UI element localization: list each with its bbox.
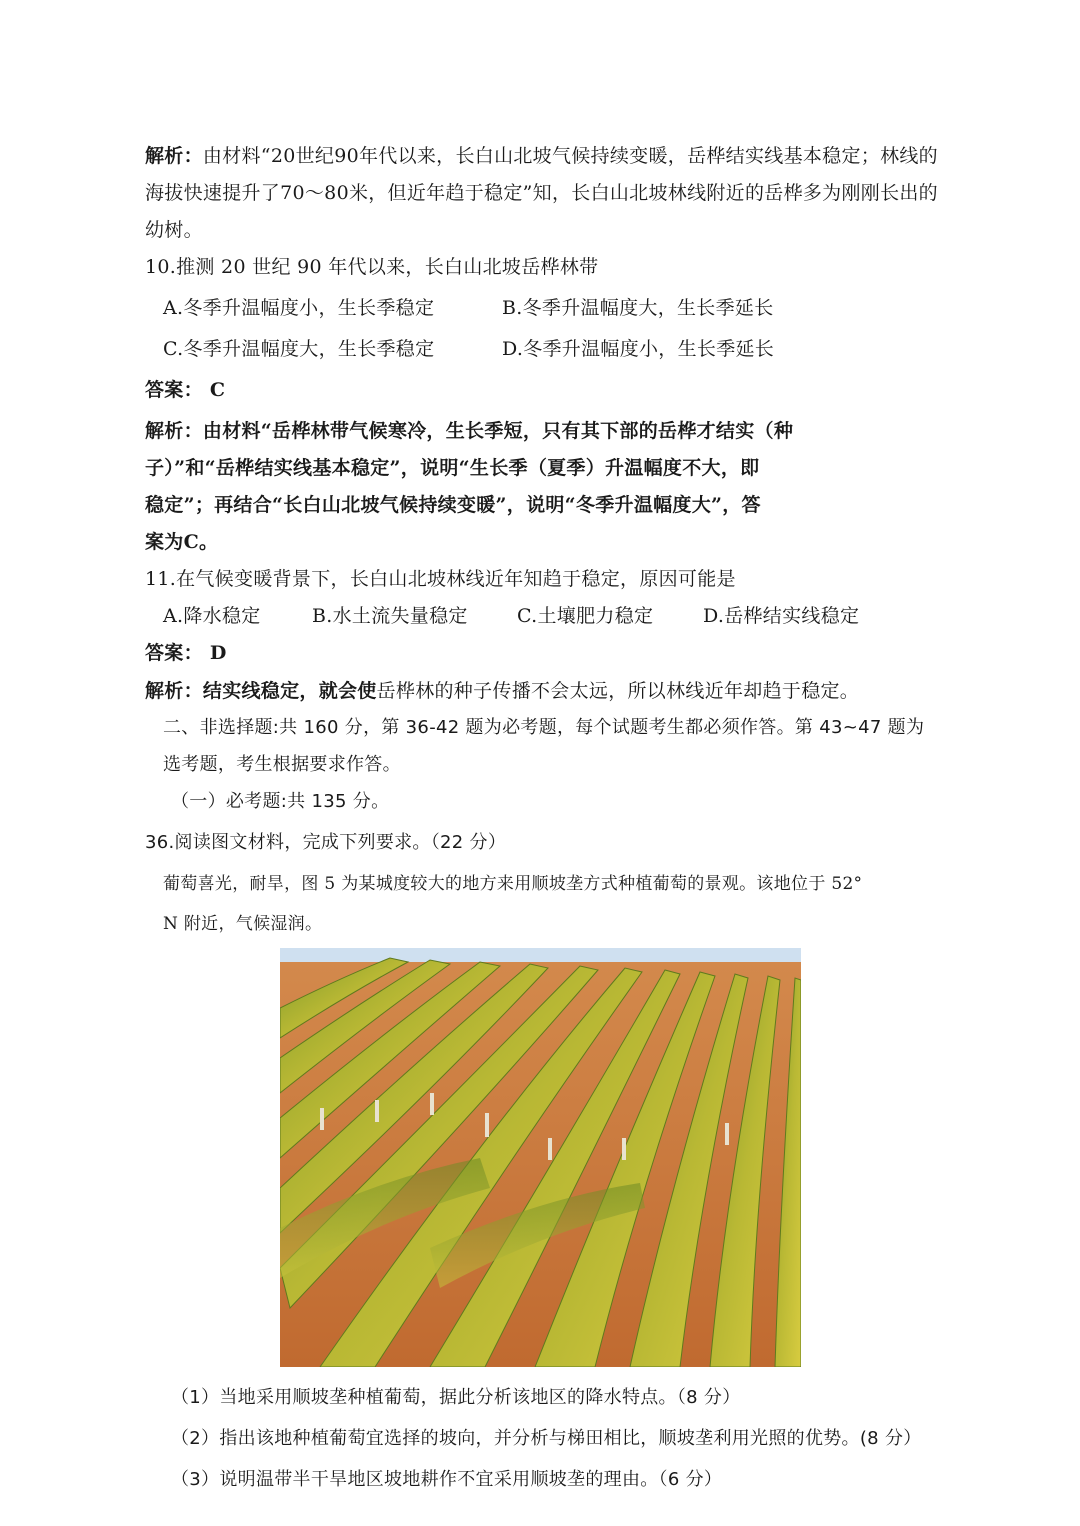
question-10-answer: 答案： C <box>145 379 226 401</box>
question-36-material-line1: 葡萄喜光，耐旱，图 5 为某城度较大的地方来用顺坡垄方式种植葡萄的景观。该地位于 52° <box>163 874 863 894</box>
question-36-part-1: （1）当地采用顺坡垄种植葡萄，据此分析该地区的降水特点。（8 分） <box>171 1387 741 1408</box>
question-10-stem: 10.推测 20 世纪 90 年代以来，长白山北坡岳桦林带 <box>145 256 599 278</box>
question-36-part-2: （2）指出该地种植葡萄宜选择的坡向，并分析与梯田相比，顺坡垄利用光照的优势。(8 分） <box>171 1428 922 1449</box>
question-11-explanation: 解析：结实线稳定，就会使岳桦林的种子传播不会太远，所以林线近年却趋于稳定。 <box>145 680 860 702</box>
question-11-option-a: A.降水稳定 <box>163 605 261 627</box>
question-10-explanation-line1: 解析：由材料“岳桦林带气候寒冷，生长季短，只有其下部的岳桦才结实（种 <box>145 420 794 442</box>
explanation-label: 解析： <box>145 145 203 167</box>
question-10-option-c: C.冬季升温幅度大，生长季稳定 <box>163 338 435 360</box>
question-11-option-c: C.土壤肥力稳定 <box>517 605 654 627</box>
explanation-q9-line2: 海拔快速提升了70～80米，但近年趋于稳定”知，长白山北坡林线附近的岳桦多为刚刚长出的 <box>145 182 938 204</box>
question-10-option-d: D.冬季升温幅度小，生长季延长 <box>502 338 775 360</box>
vineyard-photo <box>280 948 801 1367</box>
question-10-option-b: B.冬季升温幅度大，生长季延长 <box>502 297 774 319</box>
question-36-material-line2: N 附近，气候湿润。 <box>163 914 323 934</box>
question-11-option-d: D.岳桦结实线稳定 <box>703 605 860 627</box>
section-2-instructions-line2: 选考题，考生根据要求作答。 <box>163 754 401 775</box>
explanation-q9-line3: 幼树。 <box>145 219 203 241</box>
question-36-stem: 36.阅读图文材料，完成下列要求。（22 分） <box>145 832 507 853</box>
question-10-option-a: A.冬季升温幅度小，生长季稳定 <box>163 297 435 319</box>
question-10-explanation-line4: 案为C。 <box>145 531 219 553</box>
explanation-q9-line1: 解析：由材料“20世纪90年代以来，长白山北坡气候持续变暖，岳桦结实线基本稳定；林线的 <box>145 145 938 167</box>
question-11-stem: 11.在气候变暖背景下，长白山北坡林线近年知趋于稳定，原因可能是 <box>145 568 736 590</box>
question-10-explanation-line2: 子）”和“岳桦结实线基本稳定”，说明“生长季（夏季）升温幅度不大，即 <box>145 457 760 479</box>
question-11-answer: 答案： D <box>145 642 227 664</box>
question-11-option-b: B.水土流失量稳定 <box>312 605 468 627</box>
section-2-instructions-line1: 二、非选择题:共 160 分，第 36-42 题为必考题，每个试题考生都必须作答。第 43~47 题为 <box>163 717 925 738</box>
section-2-required-heading: （一）必考题:共 135 分。 <box>171 791 390 812</box>
question-10-explanation-line3: 稳定”；再结合“长白山北坡气候持续变暖”，说明“冬季升温幅度大”，答 <box>145 494 761 516</box>
question-36-part-3: （3）说明温带半干旱地区坡地耕作不宜采用顺坡垄的理由。（6 分） <box>171 1469 723 1490</box>
